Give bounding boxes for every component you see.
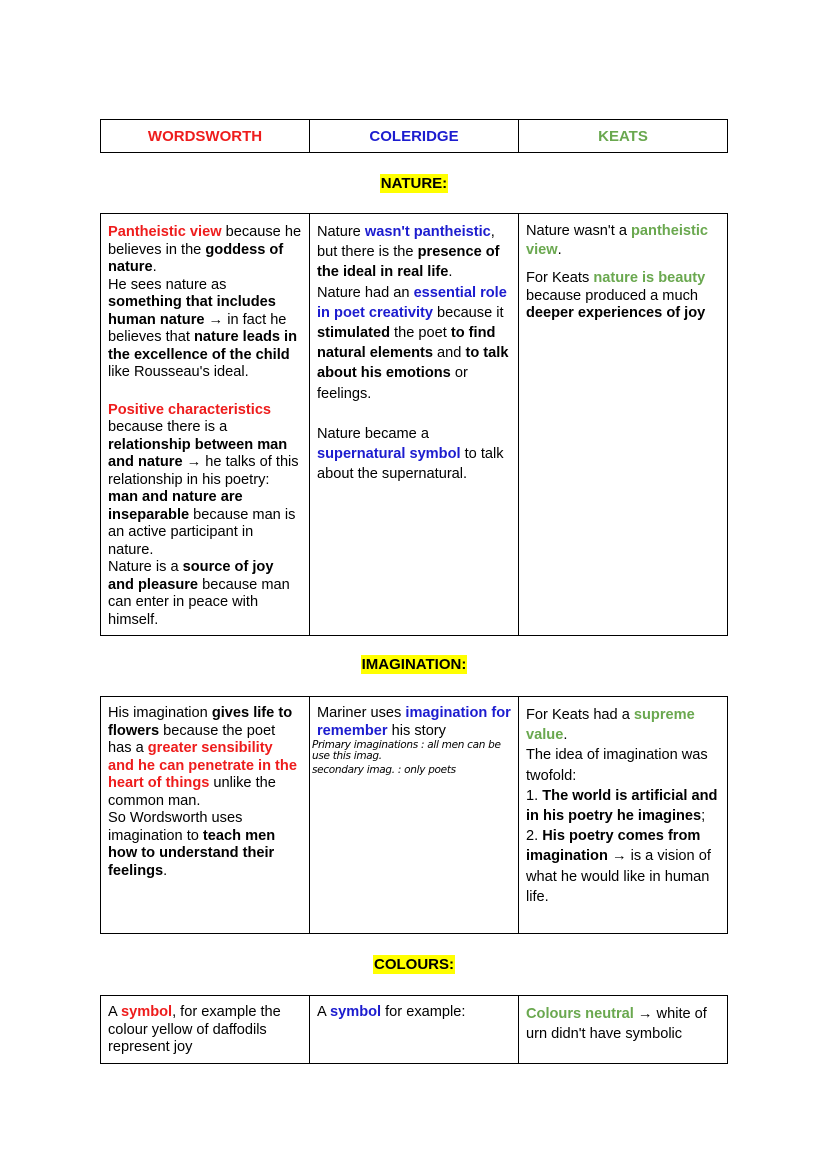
colours-coleridge-para: A symbol for example: — [317, 1004, 466, 1020]
nature-wordsworth-para4: Nature is a source of joy and pleasure because man can enter in peace with himself. — [108, 559, 290, 628]
nature-keats-para1: Nature wasn't a pantheistic view. — [526, 223, 709, 258]
header-coleridge: COLERIDGE — [310, 120, 519, 153]
handwritten-note-secondary: secondary imag. : only poets — [312, 764, 456, 776]
nature-wordsworth-para2: He sees nature as something that includes human nature → in fact he believes that nature leads in the excellence of the child like Rousseau's ideal. — [108, 276, 297, 380]
imagination-keats-para3: 1. The world is artificial and in his poetry he imagines; — [526, 787, 718, 825]
imagination-keats-para4: 2. His poetry comes from imagination → is a vision of what he would like in human life. — [526, 828, 711, 905]
header-table — [100, 119, 728, 153]
imagination-coleridge-para1: Mariner uses imagination for remember his story — [317, 705, 511, 739]
imagination-wordsworth-cell — [101, 697, 310, 934]
nature-keats-cell — [519, 214, 728, 636]
nature-wordsworth-para1: Pantheistic view because he believes in the goddess of nature. — [108, 224, 302, 275]
colours-wordsworth-cell — [101, 996, 310, 1064]
nature-coleridge-para1: Nature wasn't pantheistic, but there is the presence of the ideal in real life. — [317, 224, 500, 281]
section-nature-title: NATURE: — [380, 175, 448, 192]
imagination-coleridge-cell — [310, 697, 519, 934]
colours-table — [100, 995, 728, 1064]
nature-wordsworth-cell — [101, 214, 310, 636]
nature-coleridge-para2: Nature had an essential role in poet creativity because it stimulated the poet to find natural elements and to talk about his emotions or feelings. — [317, 284, 509, 402]
imagination-keats-cell — [519, 697, 728, 934]
imagination-keats-para1: For Keats had a supreme value. — [526, 707, 695, 744]
imagination-wordsworth-para2: So Wordsworth uses imagination to teach men how to understand their feelings. — [108, 810, 276, 879]
handwritten-note-primary: Primary imaginations : all men can be use this imag. — [312, 739, 501, 762]
colours-wordsworth-para: A symbol, for example the colour yellow of daffodils represent joy — [108, 1004, 281, 1055]
nature-coleridge-cell — [310, 214, 519, 636]
nature-coleridge-para3: Nature became a supernatural symbol to talk about the supernatural. — [317, 425, 504, 483]
colours-coleridge-cell — [310, 996, 519, 1064]
nature-keats-para2: For Keats nature is beauty because produced a much deeper experiences of joy — [526, 270, 706, 321]
header-keats: KEATS — [519, 120, 728, 153]
section-imagination-title: IMAGINATION: — [361, 656, 467, 673]
imagination-table — [100, 696, 728, 934]
header-wordsworth: WORDSWORTH — [101, 120, 310, 153]
nature-table — [100, 213, 728, 636]
imagination-keats-para2: The idea of imagination was twofold: — [526, 747, 708, 784]
colours-keats-para: Colours neutral → white of urn didn't have symbolic — [526, 1006, 707, 1043]
imagination-wordsworth-para1: His imagination gives life to flowers because the poet has a greater sensibility and he can penetrate in the heart of things unlike the common man. — [108, 705, 297, 809]
nature-wordsworth-para3: Positive characteristics because there is a relationship between man and nature → he talks of this relationship in his poetry: man and nature are inseparable because man is an active participant in nature. — [108, 401, 299, 558]
section-colours-title: COLOURS: — [374, 956, 454, 973]
colours-keats-cell — [519, 996, 728, 1064]
